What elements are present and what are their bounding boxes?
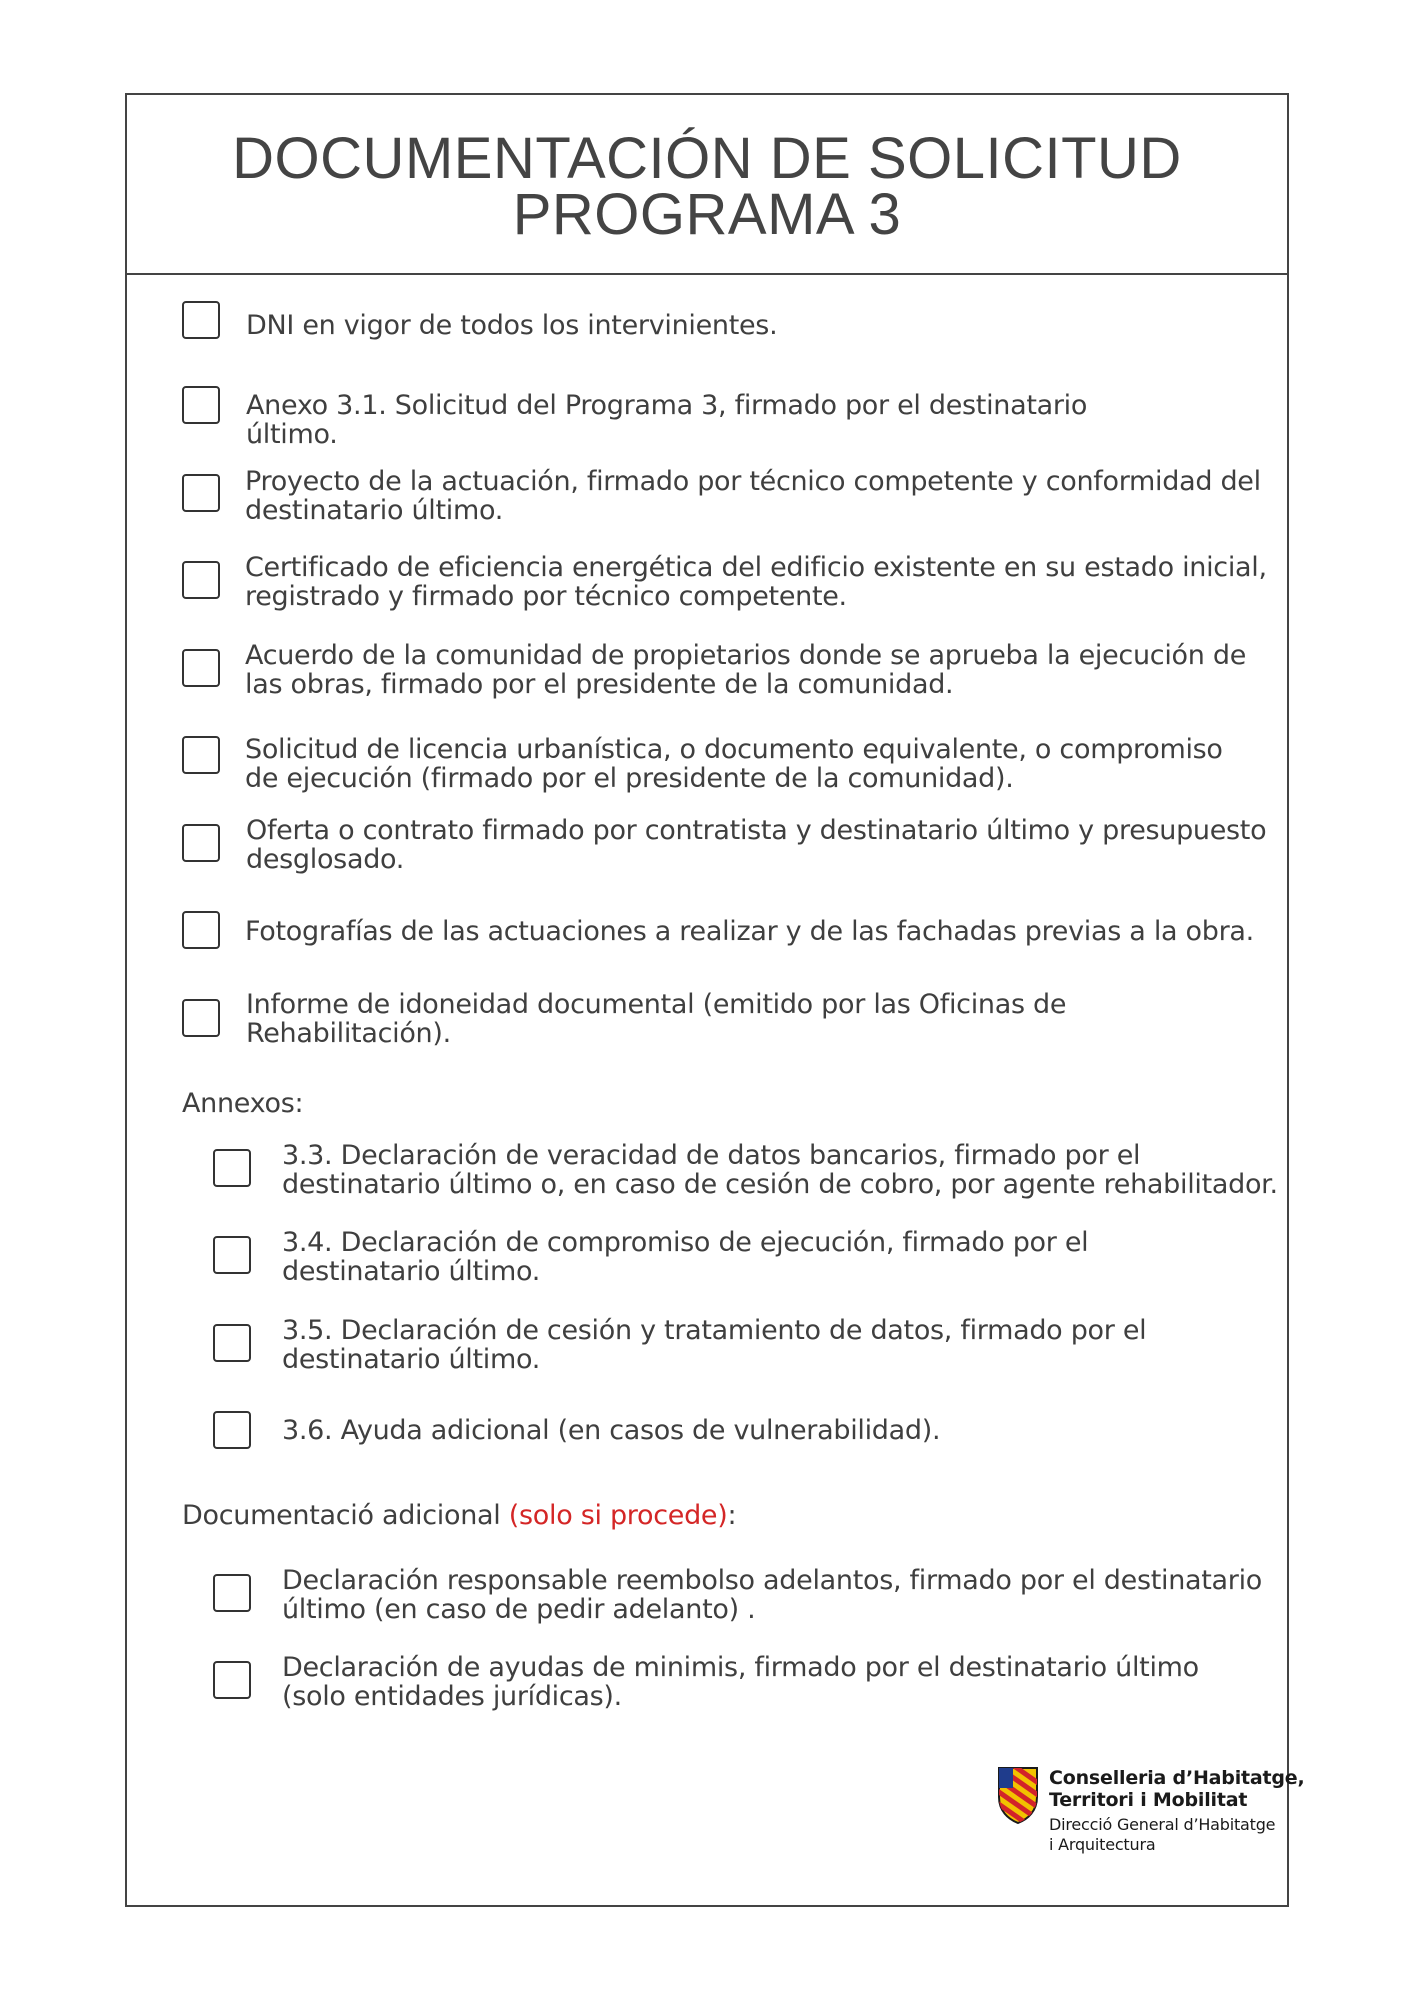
title-line-1: DOCUMENTACIÓN DE SOLICITUD [232,126,1182,191]
coat-of-arms-icon [996,1765,1040,1825]
checkbox-annex-3-5[interactable] [213,1324,251,1362]
checkbox-certificado[interactable] [182,561,220,599]
item-fotografias: Fotografías de las actuaciones a realizar y de las fachadas previas a la obra. [245,916,1254,947]
item-certificado: Certificado de eficiencia energética del edificio existente en su estado inicial, registrado y firmado por técnico competente. [245,552,1267,612]
checkbox-reembolso[interactable] [213,1574,251,1612]
item-oferta: Oferta o contrato firmado por contratista y destinatario último y presupuesto desglosado. [246,815,1267,875]
item-informe: Informe de idoneidad documental (emitido por las Oficinas de Rehabilitación). [246,989,1067,1049]
checkbox-oferta[interactable] [182,824,220,862]
item-acuerdo: Acuerdo de la comunidad de propietarios donde se aprueba la ejecución de las obras, firmado por el presidente de la comunidad. [245,640,1246,700]
checkbox-fotografias[interactable] [182,911,220,949]
title-line-2: PROGRAMA 3 [512,182,902,247]
item-annex-3-4: 3.4. Declaración de compromiso de ejecución, firmado por el destinatario último. [282,1227,1089,1287]
checkbox-acuerdo[interactable] [182,649,220,687]
conselleria-logo: Conselleria d’Habitatge, Territori i Mobilitat Direcció General d’Habitatge i Arquitectura [996,1765,1286,1835]
checkbox-dni[interactable] [182,301,220,339]
checkbox-minimis[interactable] [213,1661,251,1699]
checkbox-licencia[interactable] [182,736,220,774]
checkbox-anexo-3-1[interactable] [182,386,220,424]
item-minimis: Declaración de ayudas de minimis, firmado por el destinatario último (solo entidades jurídicas). [282,1652,1199,1712]
item-annex-3-5: 3.5. Declaración de cesión y tratamiento de datos, firmado por el destinatario último. [282,1315,1147,1375]
checkbox-annex-3-6[interactable] [213,1411,251,1449]
additional-label: Documentació adicional (solo si procede): [182,1500,737,1531]
checkbox-proyecto[interactable] [182,474,220,512]
annexes-label: Annexos: [182,1088,304,1119]
item-dni: DNI en vigor de todos los intervinientes. [246,310,778,341]
item-annex-3-3: 3.3. Declaración de veracidad de datos bancarios, firmado por el destinatario último o, en caso de cesión de cobro, por agente rehabilitador. [282,1140,1278,1200]
item-anexo-3-1: Anexo 3.1. Solicitud del Programa 3, firmado por el destinatario último. [246,390,1088,450]
item-annex-3-6: 3.6. Ayuda adicional (en casos de vulnerabilidad). [282,1415,941,1446]
item-licencia: Solicitud de licencia urbanística, o documento equivalente, o compromiso de ejecución (firmado por el presidente de la comunidad). [245,734,1223,794]
document-header [127,95,1287,275]
checkbox-annex-3-4[interactable] [213,1236,251,1274]
item-reembolso: Declaración responsable reembolso adelantos, firmado por el destinatario último (en caso de pedir adelanto) . [282,1565,1263,1625]
item-proyecto: Proyecto de la actuación, firmado por técnico competente y conformidad del destinatario último. [245,466,1261,526]
additional-note: (solo si procede) [508,1500,728,1531]
checkbox-informe[interactable] [182,999,220,1037]
checkbox-annex-3-3[interactable] [213,1149,251,1187]
